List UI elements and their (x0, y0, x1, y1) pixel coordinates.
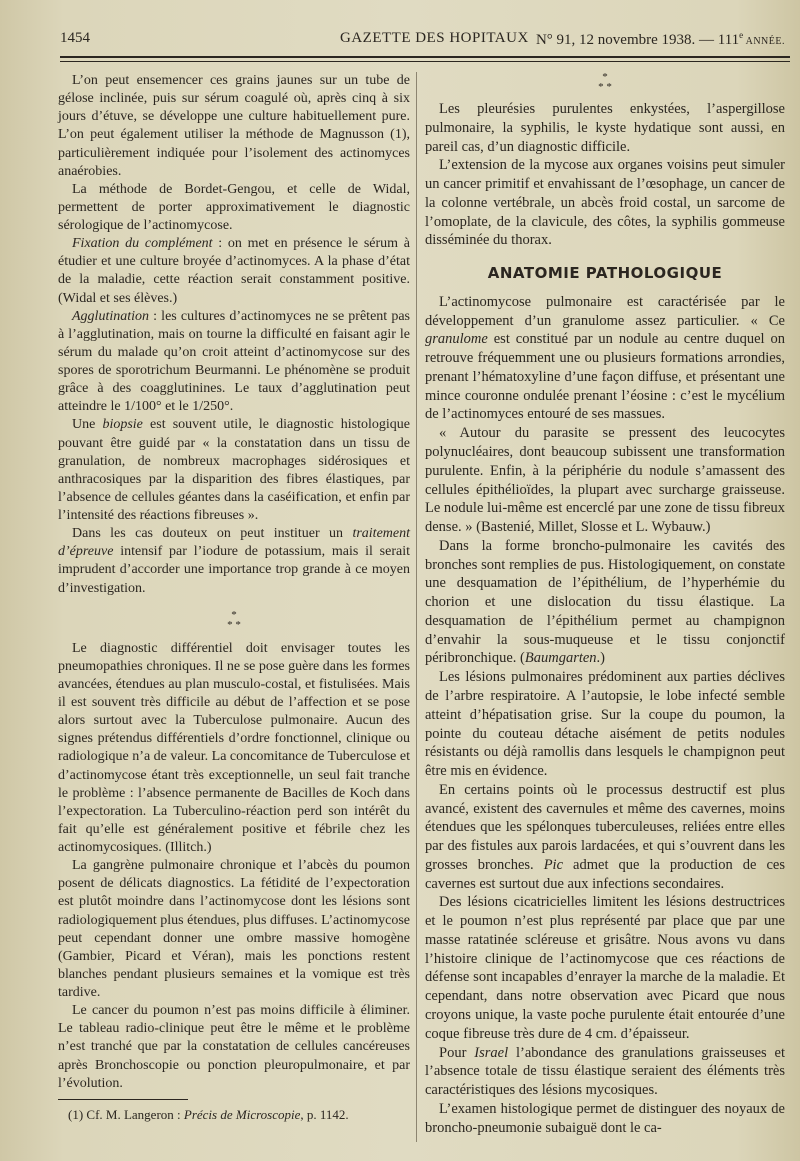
right-paragraph-1: Les pleurésies purulentes enkystées, l’aspergillose pulmonaire, la syphilis, le kyste hydatique sont aussi, en pareil cas, d’un diagnostic difficile. (425, 101, 785, 155)
left-column (58, 72, 410, 1123)
right-asterism (425, 72, 785, 92)
label-fixation: Fixation du complément (72, 236, 213, 252)
asterism-bottom: * * (227, 618, 241, 631)
left-paragraph-8: La gangrène pulmonaire chronique et l’abcès du poumon posent de délicats diagnostics. La fétidité de l’expectoration est plutôt moindre dans l’actinomycose dont les lésions sont radiologiquement plus étendues, plus diffuses. L’actinomycose peut cependant donner une ombre massive homogène (Gambier, Picard et Véran), mais les ponctions restent blanches pendant plusieurs semaines et la vomique est très tardive. (58, 858, 410, 1000)
text-granulome: est constitué par un nodule au centre duquel on retrouve fréquemment une ou plusieurs formations arrondies, prenant l’hématoxyline d’une façon diffuse, et présentant une mince couronne ondulée prenant l’éosine : c’est le mycélium de l’actinomyces entouré de ses massues. (425, 331, 785, 423)
right-column (425, 72, 785, 1137)
label-pic: Pic (543, 856, 564, 873)
text-israel: l’abondance des granulations graisseuses et l’absence totale de tissu élastique seraient des éléments très caractéristiques des lésions mycosiques. (425, 1044, 785, 1099)
pre-biopsie: Une (72, 417, 103, 433)
left-paragraph-9: Le cancer du poumon n’est pas moins difficile à éliminer. Le tableau radio-clinique peut être le même et le problème n’est tranché que par la constatation de cellules cancéreuses après Bronchoscopie ou ponction pleuropulmonaire, et par l’évolution. (58, 1003, 410, 1091)
left-paragraph-7: Le diagnostic différentiel doit envisager toutes les pneumopathies chroniques. Il ne se pose guère dans les formes avancées, étendues au plan musculo-costal, et fistulisées. Mais il est souvent très difficile au début de l’affection et se pose alors surtout avec la Tuberculose pulmonaire. Aucun des signes prétendus différentiels d’ordre fonctionnel, clinique ou radiologique n’a de valeur. La concomitance de Tuberculose et d’actinomycose étant très exceptionnelle, un seul fait tranche le problème : l’absence permanente de Bacilles de Koch dans l’expectoration. La Tuberculino-réaction perd son intérêt du fait qu’elle est généralement positive et fébrile chez les actinomycosiques. (Illitch.) (58, 640, 410, 855)
right-paragraph-6: Les lésions pulmonaires prédominent aux parties déclives de l’arbre respiratoire. A l’autopsie, le lobe infecté semble atteint d’hépatisation grise. Sur la coupe du poumon, la pointe du couteau détache aisément de petits nodules résistants ou déjà ramollis dans lesquels le champignon peut être mis en évidence. (425, 669, 785, 780)
text-traitement: intensif par l’iodure de potassium, mais il serait imprudent d’accorder une importance trop grande à ce moyen d’investigation. (58, 544, 410, 596)
asterism-bottom-right: * * (598, 81, 612, 93)
right-paragraph-5 (425, 537, 785, 668)
footnote-post: , p. 1142. (300, 1106, 349, 1122)
page-header (60, 30, 785, 52)
footnote-pre: (1) Cf. M. Langeron : (68, 1106, 184, 1122)
text-broncho: Dans la forme broncho-pulmonaire les cavités des bronches sont remplies de pus. Histologiquement, on constate une desquamation de l’épithélium, de l’hyperhémie du chorion et une dislocation du tissu élastique. La desquamation de l’épithélium permet au champignon d’envahir la sous-muqueuse et le tissu conjonctif péribronchique. ( (425, 537, 785, 667)
section-title: ANATOMIE PATHOLOGIQUE (487, 264, 723, 283)
right-paragraph-10: L’examen histologique permet de distinguer des noyaux de broncho-pneumonie subaiguë dont le ca- (425, 1100, 785, 1136)
page-number: 1454 (60, 30, 90, 46)
right-paragraph-7 (425, 781, 785, 894)
footnote-title: Précis de Microscopie (183, 1106, 301, 1122)
left-paragraph-3 (58, 235, 410, 308)
right-paragraph-2: L’extension de la mycose aux organes voisins peut simuler un cancer primitif et envahissant de l’œsophage, un cancer de la colonne vertébrale, un abcès froid costal, un sarcome de l’omoplate, de la clavicule, des côtes, la syphilis gommeuse disséminée du thorax. (425, 157, 785, 249)
asterism-top: * (231, 608, 237, 621)
left-paragraph-6 (58, 525, 410, 598)
right-paragraph-8: Des lésions cicatricielles limitent les lésions destructrices et le poumon n’est plus représenté par place que par une masse ratatinée scléreuse et grisâtre. Nous avons vu dans l’histoire clinique de l’actinomycose que ces réactions de défense sont incapables d’enrayer la marche de la maladie. Et cependant, dans notre observation avec Picard que nous croyons unique, la vaste poche purulente était entourée d’une coque fibreuse très dure de 4 cm. d’épaisseur. (425, 894, 785, 1042)
text-pic: admet que la production de ces cavernes est surtout due aux infections secondaires. (425, 856, 785, 892)
right-paragraph-4: « Autour du parasite se pressent des leucocytes polynucléaires, dont beaucoup subissent une transformation purulente. Enfin, à la périphérie du nodule s’amassent des cellules épithélioïdes, la plupart avec surcharge graisseuse. Le nodule lui-même est encerclé par une zone de tissu fibreux dense. » (Bastenié, Millet, Slosse et L. Wybauw.) (425, 425, 785, 536)
label-baumgarten: Baumgarten (524, 650, 597, 667)
text-agglutination: : les cultures d’actinomyces ne se prêtent pas à l’agglutination, mais on tourne la difficulté en faisant agir le sérum du malade qu’on croit atteint d’actinomycose sur des spores de sporotrichum Beurmanni. Le phénomène se produit grâce à des coagglutinines. Le taux d’agglutination peut atteindre le 1/100° et le 1/250°. (58, 308, 410, 415)
footnote (58, 1106, 410, 1123)
left-paragraph-5 (58, 416, 410, 525)
right-paragraph-9 (425, 1044, 785, 1100)
issue-year: ANNÉE. (743, 36, 785, 47)
asterism-top-right: * (602, 71, 608, 83)
label-traitement: traitement d’épreuve (58, 526, 410, 560)
label-biopsie: biopsie (102, 417, 143, 433)
pre-pic: En certains points où le processus destructif est plus avancé, existent des cavernules et même des cavernes, moins étendues que les spélonques tuberculeuses, reliées entre elles par des fistules aux parois lardacées, et qui s’ouvrent dans les grosses bronches. (425, 781, 785, 873)
post-baumgarten: .) (596, 650, 606, 667)
column-divider (416, 72, 417, 1142)
left-paragraph-2: La méthode de Bordet-Gengou, et celle de Widal, permettent de porter approximativement le diagnostic sérologique de l’actinomycose. (58, 181, 410, 233)
left-paragraph-1: L’on peut ensemencer ces grains jaunes sur un tube de gélose inclinée, puis sur sérum coagulé où, après cinq à six jours d’étuve, se développe une culture habituellement pure. L’on peut également utiliser la méthode de Magnusson (1), particulièrement indiquée pour l’isolement des actinomyces anaérobies. (58, 73, 410, 179)
text-fixation: : on met en présence le sérum à étudier et une culture broyée d’actinomyces. A la phase d’état de la maladie, cette réaction serait constamment positive. (Widal et ses élèves.) (58, 236, 411, 306)
right-paragraph-3 (425, 293, 785, 424)
label-agglutination: Agglutination (72, 308, 149, 324)
issue-line (536, 30, 785, 49)
left-asterism (58, 610, 410, 630)
left-paragraph-4 (58, 308, 410, 417)
label-granulome: granulome (425, 331, 488, 348)
pre-granulome: L’actinomycose pulmonaire est caractérisée par le développement d’un granulome assez particulier. « Ce (425, 293, 785, 329)
header-rule-thin (60, 61, 790, 62)
footnote-rule (58, 1099, 188, 1100)
header-rule-thick (60, 56, 790, 58)
journal-title: GAZETTE DES HOPITAUX (340, 30, 529, 46)
pre-traitement: Dans les cas douteux on peut instituer un (72, 526, 353, 542)
pre-israel: Pour (439, 1044, 475, 1061)
label-israel: Israel (474, 1044, 509, 1061)
issue-sup: e (739, 30, 744, 40)
text-biopsie: est souvent utile, le diagnostic histologique pouvant être guidé par « la constatation dans un tissu de granulation, de nombreux macrophages sidérosiques et anthracosiques par la disparition des fibres élastiques, par l’absence de cellules géantes dans la caséification, et enfin par l’intensité des réactions fibreuses ». (58, 417, 410, 523)
issue-text: N° 91, 12 novembre 1938. — 111 (535, 32, 740, 48)
